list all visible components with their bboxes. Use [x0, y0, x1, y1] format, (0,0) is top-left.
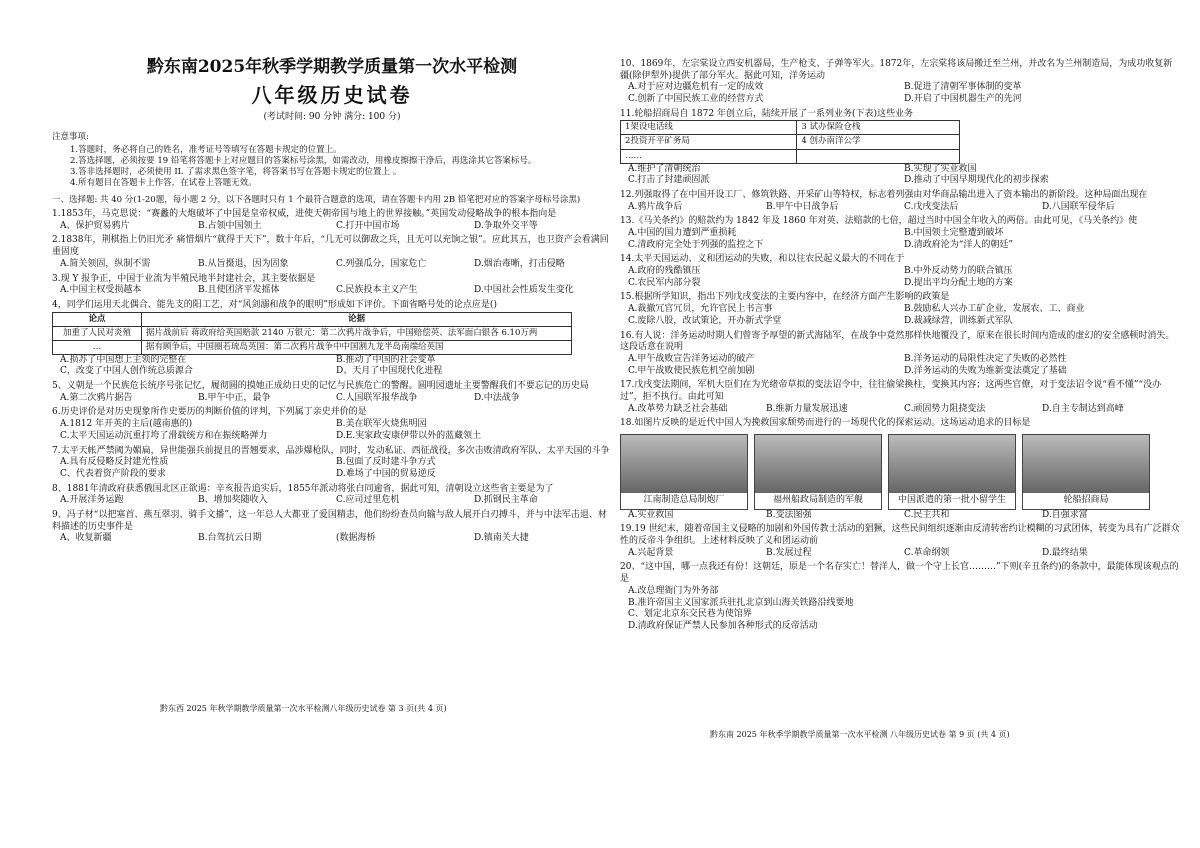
option: A.兴起背景 [628, 547, 674, 558]
question-stem: 13.《马关条约》的赔款约为 1842 年及 1860 年对英、法赔款的七倍，超过当时中国全年收入的两倍。由此可见，《马关条约》使 [620, 216, 1138, 227]
option: C.太平天国运动沉重打垮了滑载统方和在振统略弹力 [60, 430, 268, 441]
business-table [620, 120, 960, 163]
table-cell: 2投资开平矿务局 [621, 135, 797, 149]
option: C.民主共和 [904, 509, 950, 520]
option: B.促进了清朝军事体制的变革 [904, 82, 1022, 93]
question-16 [620, 331, 1180, 378]
option: D.开启了中国机器生产的先河 [904, 94, 1022, 105]
footer-right: 黔东南 2025 年秋季学期教学质量第一次水平检测 八年级历史试卷 第 9 页 (共 4 页) [710, 730, 1010, 739]
exam-subtitle: 八年级历史试卷 [251, 83, 413, 108]
option: D.推动了中国早期现代化的初步探索 [904, 175, 1049, 186]
option: A.简关领固，纵制不需 [60, 258, 151, 269]
option: D.中国社会性质发生变化 [474, 285, 574, 296]
option: A.具有反侵略反封建光性质 [60, 457, 169, 468]
question-stem: 16.有人说：洋务运动时期人们曾寄予厚望的新式海陆军，在战争中竟然那样快地覆没了，原来在很长时间内造成的虚幻的安全感顿时消失。这段话意在说明 [620, 330, 1175, 353]
right-column [620, 56, 1180, 633]
option: B.中外反动势力的联合镇压 [904, 266, 1013, 277]
question-stem: 2.1838年，荆棋指上仍旧光矛 痛惜烟片“就得于天下”，数十年后，“几无可以御敌之兵，且无可以充饷之银”。应此其五，也卫资产会看满回重固度 [52, 235, 609, 258]
option: B.从旨摄退，因为固象 [198, 258, 289, 269]
table-cell [797, 149, 960, 163]
question-stem: 5、义朝是一个民族危长统序号张记忆，履彻圆的摸她正成幼日史的记忆与民族危亡的警醒。圆明园遗址主要警醒我们不要忘记的历史局 [52, 381, 589, 392]
question-stem: 1.1853年，马克思说：“赛蠡的大炮破坏了中国是皇帝权威，进使天朝帝国与地上的世界接触。”英国发动侵略战争的根本指向是 [52, 209, 557, 220]
option: C.戊戌变法后 [904, 201, 959, 212]
question-stem: 3.现 Y 报争正，中国于业流为半殖民地半封建社会，其主要依据是 [52, 273, 316, 284]
question-stem: 4，同学们运用天北偶合、能先支的阳工艺，对“风剑溺和战争的眼明”形成如下评价。下面省略号处的论点应是() [52, 299, 497, 310]
option: C.民族投本主义产生 [336, 285, 418, 296]
option: D.洋务运动的失败为维新变法奠定了基础 [904, 365, 1067, 376]
question-17 [620, 380, 1180, 415]
question-stem: 12.列强取得了在中国开设工厂、修筑铁路、开采矿山等特权，标志着列强由对华商品输出进入了资本输出的新阶段。这种局面出现在 [620, 189, 1148, 200]
option: B.变法图强 [766, 509, 812, 520]
question-14 [620, 254, 1180, 289]
table-row [621, 149, 960, 163]
option: A.对于应对边疆危机有一定的成效 [628, 82, 764, 93]
left-column [52, 0, 612, 545]
option: A.损苏了中国想上主领的完整在 [60, 354, 187, 365]
question-2 [52, 235, 612, 270]
option: A.1812 年开英的主后(越南惠的) [60, 419, 193, 430]
table-cell: 加重了人民对炎殖 [53, 326, 142, 340]
question-stem: 11.轮船招商局自 1872 年创立后，陆续开展了一系列业务(下表)这些业务 [620, 108, 913, 119]
question-stem: 9、冯子材“以把塞首、燕互翠羽、骑手文播”，这一年总人大都亚了爱国精恚，他们纷纷查员向输与敌人展开白刃搏斗，并与中法军击退、材料描述的历史事件是 [52, 509, 607, 532]
option: B.实现了实业救国 [904, 163, 977, 174]
question-15 [620, 292, 1180, 327]
option: A、收复新疆 [60, 533, 112, 544]
option: C.应司过里危机 [336, 495, 400, 506]
question-20 [620, 562, 1180, 632]
option: B.美在联军火烧焦明园 [336, 419, 427, 430]
question-19 [620, 524, 1180, 559]
option: D.镇南关大捷 [474, 533, 529, 544]
option: C.创新了中国民族工业的经营方式 [628, 94, 764, 105]
option: A、保护贸易鸦片 [60, 220, 130, 231]
option: B.发展过程 [766, 547, 812, 558]
table-cell: … [53, 340, 142, 354]
option: A.改总理衙门为外务部 [628, 585, 719, 596]
option: B.台驾抗云日期 [198, 533, 262, 544]
photo-row [620, 434, 1180, 510]
option: C、代表着资产阶段的要求 [60, 468, 166, 479]
option: A.甲午战败宣告洋务运动的破产 [628, 353, 755, 364]
option: A.政府的残酷镇压 [628, 266, 701, 277]
option: D.抓钢民主革命 [474, 495, 538, 506]
question-10 [620, 59, 1180, 106]
photo-image [755, 435, 881, 493]
question-18 [620, 418, 1180, 521]
option: C.清政府完全处于列强的监控之下 [628, 239, 764, 250]
option: D.自强求富 [1042, 509, 1088, 520]
option: B.且使团济平发摇体 [198, 285, 280, 296]
question-9 [52, 510, 612, 545]
option: D.自主专制达到高峰 [1042, 403, 1124, 414]
question-stem: 18.如图片反映的是近代中国人为挽救国家颓势而进行的一场现代化的探索运动。这场运动追求的目标是 [620, 418, 1031, 429]
option: D.清政府沦为“洋人的朝廷” [904, 239, 1013, 250]
question-stem: 10、1869年，左宗棠设立西安机器局，生产枪支、子弹等军火。1872年，左宗棠将该局搬迁至兰州，并改名为兰州制造局，为成功收复新疆(除伊犁外)提供了部分军火。据此可知，洋务运动 [620, 59, 1173, 81]
option: C.革命纲领 [904, 547, 950, 558]
table-row [53, 326, 572, 340]
option: D.提出平均分配土地的方案 [904, 277, 1013, 288]
question-stem: 19.19 世纪末，随着帝国主义侵略的加剧和外国传教士活动的猖獗，这些民间组织逐渐由反清转密约让模糊的习武团体，转变为具有广泛群众性的反帝斗争组织。上述材料反映了义和团运动前 [620, 524, 1180, 547]
option: B.包面了反时建斗争方式 [336, 457, 436, 468]
option: D.争取外交平等 [474, 220, 538, 231]
question-6 [52, 407, 612, 442]
option: C.顽固势力阻挠变法 [904, 403, 986, 414]
photo [888, 434, 1016, 510]
table-cell: 1架设电话线 [621, 121, 797, 135]
option: B.甲午中正，最争 [198, 392, 271, 403]
option: B.洋务运动的局限性决定了失败的必然性 [904, 353, 1067, 364]
option: D.中法战争 [474, 392, 520, 403]
table-row [621, 121, 960, 135]
argument-table [52, 312, 572, 355]
notes-heading: 注意事项: [52, 131, 89, 142]
exam-title: 黔东南2025年秋季学期教学质量第一次水平检测 [146, 57, 518, 77]
option: D.难场了中国的贸易逆反 [336, 468, 436, 479]
photo-image [621, 435, 747, 493]
question-4 [52, 300, 612, 378]
question-stem: 17.戊戌变法期间，军机大臣们在为光绪帝草拟的变法诏令中，往往偷梁换柱，变换其内容；这两些官僚，对于变法诏令说“看不懂”“没办过”，拒不执行。由此可知 [620, 380, 1162, 402]
note-item: 4.所有题目在答题卡上作答，在试卷上答题无效。 [70, 177, 257, 188]
option: C.废除八股，改试策论，开办新式学堂 [628, 315, 782, 326]
photo-caption: 江南制造总局制炮厂 [621, 493, 747, 509]
photo-caption: 福州船政局制造的军舰 [755, 493, 881, 509]
option: D.八国联军侵华后 [1042, 201, 1115, 212]
option: B.推动了中国的社会变革 [336, 354, 436, 365]
notes [52, 132, 612, 189]
question-12 [620, 190, 1180, 213]
option: A.改革势力缺乏社会基础 [628, 403, 728, 414]
photo [620, 434, 748, 510]
option: B.维新力量发展迅速 [766, 403, 848, 414]
question-13 [620, 216, 1180, 251]
option: C.甲午战败使民族危机空前加剧 [628, 365, 755, 376]
option: C.农民军内部分裂 [628, 277, 701, 288]
question-stem: 14.太平天国运动、义和团运动的失败，和以往农民起义最大的不同在于 [620, 254, 905, 265]
question-5 [52, 381, 612, 404]
table-cell: 4 创办南洋公学 [797, 135, 960, 149]
option: D.最终结果 [1042, 547, 1088, 558]
photo-image [889, 435, 1015, 493]
option: B.甲午中日战争后 [766, 201, 839, 212]
option: A.维护了清朝统治 [628, 163, 701, 174]
option: A.裁撤冗官冗员，允许官民上书言事 [628, 304, 773, 315]
option: D.裁减绿营，训练新式军队 [904, 315, 1013, 326]
question-7 [52, 446, 612, 481]
table-header: 论点 [53, 312, 142, 326]
option: A.中国主权受损越本 [60, 285, 142, 296]
option: (数据海桥 [336, 533, 376, 544]
option: A.实业救国 [628, 509, 674, 520]
option: D、天月了中国现代化进程 [336, 366, 443, 377]
footer-left: 黔东西 2025 年秋学期教学质量第一次水平检测八年级历史试卷 第 3 页(共 4 页) [160, 704, 447, 713]
option: D.E.実家政安康伊带以外的蓝藏领土 [336, 430, 482, 441]
option: A.中国的国力遭到严重损耗 [628, 228, 737, 239]
table-row [621, 135, 960, 149]
option: B.准许帝国主义国家派兵驻扎北京到山海关铁路沿线要地 [628, 597, 854, 608]
option: A.鸦片战争后 [628, 201, 683, 212]
question-1 [52, 209, 612, 232]
exam-meta: (考试时间: 90 分钟 满分: 100 分) [263, 112, 401, 123]
option: C、划定北京东交民巷为使馆界 [628, 609, 752, 620]
option: C.打击了封建顽固派 [628, 175, 710, 186]
question-3 [52, 274, 612, 297]
option: A.开展洋务运跑 [60, 495, 124, 506]
photo [754, 434, 882, 510]
question-11 [620, 109, 1180, 187]
option: B.鼓励私人兴办工矿企业，发展农、工、商业 [904, 304, 1085, 315]
option: B.占领中国领土 [198, 220, 262, 231]
table-cell: 据片战前后 蒋政府给英国赔款 2140 万银元：第二次鸦片战争后，中国赔偿英、法军面白银各 6.10万两 [142, 326, 572, 340]
note-item: 2.答选择题，必须按要 19 铅笔将答题卡上对应题目的答案标号涂黑，如需改动，用橡皮擦擦干净后，再选涂其它答案标号。 [70, 155, 537, 166]
option: C.打开中国市场 [336, 220, 400, 231]
option: C.列强瓜分，国家危亡 [336, 258, 427, 269]
table-row [53, 340, 572, 354]
option: C，改变了中国人创作统总质源合 [60, 366, 193, 377]
option: D.清政府保证严禁人民参加各种形式的反帝活动 [628, 620, 818, 631]
note-item: 1.答题时，务必将自己的姓名，准考证号等填写在答题卡规定的位置上。 [70, 144, 342, 155]
option: B、增加奖随收入 [198, 495, 268, 506]
table-header: 论据 [142, 312, 572, 326]
photo [1022, 434, 1150, 510]
question-stem: 15.根据所学知识，指出下列戊戌变法的主要内容中，在经济方面产生影响的政策是 [620, 292, 950, 303]
option: C.人国联军报华战争 [336, 392, 418, 403]
photo-image [1023, 435, 1149, 493]
question-stem: 8、1881年清政府获悉俄国北区正欲遏：辛亥报告追实后，1855年派动将张白同逾省，据此可知，清朝设立这些省主要是为了 [52, 483, 554, 494]
note-item: 3.答非选择题时，必须使用 IL 了需求黑色签字笔，将答案书写在答题卡规定的位置上 。 [70, 166, 402, 177]
question-stem: 20、“这中国，哪一点我还有份！这朝廷，原是一个名存实亡！替洋人，做一个守上长官………”下则(辛丑条约)的条款中，最能体现该观点的是 [620, 562, 1179, 585]
photo-caption: 轮船招商局 [1023, 493, 1149, 509]
question-8 [52, 484, 612, 507]
section-heading: 一、选择题: 共 40 分(1-20题，每小题 2 分，以下各题时只有 1 个最符合题意的选项，请在答题卡内用 2B 铅笔把对应的答案字母标号涂黑) [52, 195, 581, 206]
table-cell: 3 试办保险仓栈 [797, 121, 960, 135]
question-stem: 6.历史评价是对历史现象所作史要历的判断价值的评判，下列属丁亲史并价的是 [52, 407, 367, 418]
question-stem: 7.太平天帐严禁阈为媚扁，异世能强兵前提且的晋翘要求，品涉爆枪队，同时，发动私证、西征战役，多次击败清政府军队、太平天国的斗争 [52, 445, 610, 456]
table-cell: …… [621, 149, 797, 163]
option: A.第二次鸦片据告 [60, 392, 133, 403]
table-cell: 据有顾争后，中国圈若琉岛英国：第二次鸦片战争中中国割九龙半岛南端给英国 [142, 340, 572, 354]
option: D.烟治毒晰，打击侵略 [474, 258, 565, 269]
photo-caption: 中国派遣的第一批小留学生 [889, 493, 1015, 509]
option: B.中国领土完整遭到破坏 [904, 228, 1004, 239]
